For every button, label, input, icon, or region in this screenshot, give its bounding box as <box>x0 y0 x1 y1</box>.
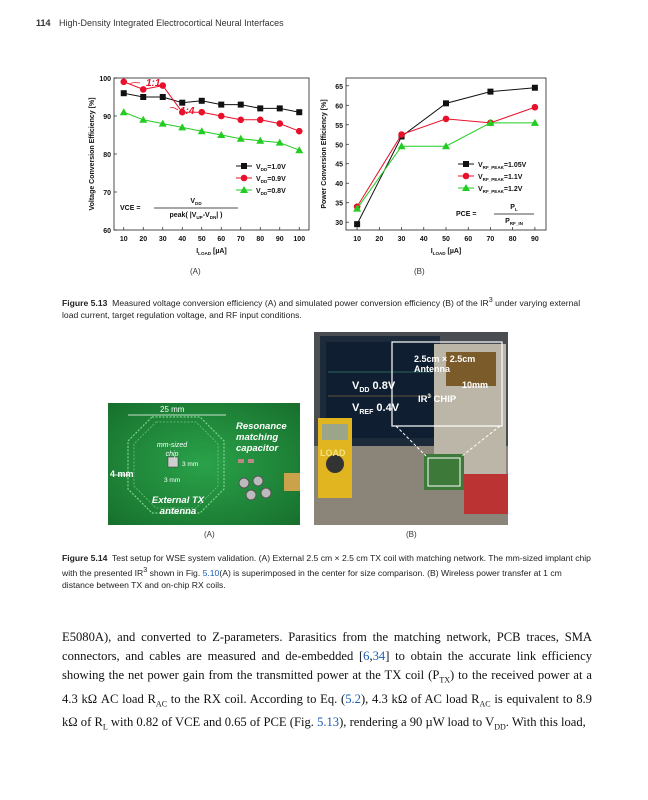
legend-label-0: $V_{RF\_PEAK}=1.05V$ <box>478 162 527 170</box>
x-tick-label: 10 <box>119 236 128 243</box>
chip-sup: 3 <box>427 394 431 400</box>
x-axis-label: $I_{LOAD}$ [µA] <box>430 248 462 256</box>
series-line-0 <box>357 88 535 224</box>
y-tick-label: 55 <box>335 122 343 130</box>
legend-label-2: $V_{RF\_PEAK}=1.2V$ <box>478 186 523 194</box>
dim-4mm: 4 mm <box>110 469 134 479</box>
data-point-s0-8 <box>277 105 283 111</box>
x-axis-label: $I_{LOAD}$ [µA] <box>196 248 227 256</box>
fig514-caption-2: shown in Fig. <box>147 567 203 578</box>
vref-symbol: V <box>352 402 360 414</box>
annotation-arrow-2 <box>170 107 178 110</box>
body-p3: ) to the received power at a 4.3 kΩ AC load R <box>62 668 593 706</box>
x-tick-label: 80 <box>508 236 517 243</box>
vdd-label <box>352 380 395 394</box>
x-tick-label: 40 <box>419 236 428 243</box>
vdd-subscript: DD <box>359 387 370 395</box>
x-tick-label: 100 <box>293 236 306 243</box>
fig513-label-a: (A) <box>190 267 201 276</box>
legend-marker-1 <box>241 175 248 182</box>
y-axis-label: Voltage Conversion Efficiency [%] <box>89 97 96 211</box>
x-tick-label: 30 <box>397 236 406 243</box>
eq-ref-5-2[interactable]: 5.2 <box>345 691 361 706</box>
chip-name: IR <box>418 394 428 406</box>
vdd-value: 0.8V <box>369 380 396 392</box>
x-tick-label: 20 <box>139 236 148 243</box>
vdd-symbol: V <box>352 380 360 392</box>
fig513-caption-prefix: Figure 5.13 <box>62 297 108 308</box>
fig513-label-b: (B) <box>414 267 425 276</box>
y-tick-label: 90 <box>103 114 111 121</box>
x-tick-label: 40 <box>178 236 187 243</box>
legend-label-1: $V_{DD}=0.9V$ <box>256 176 286 184</box>
data-point-s2-0 <box>120 108 128 115</box>
citation-34[interactable]: 34 <box>372 649 386 663</box>
x-tick-label: 10 <box>353 236 362 243</box>
x-tick-label: 90 <box>275 236 284 243</box>
x-tick-label: 50 <box>442 236 450 243</box>
data-point-s1-9 <box>296 128 303 135</box>
plot-frame <box>114 78 309 230</box>
data-point-s0-4 <box>199 98 205 104</box>
chart-vce <box>84 70 324 270</box>
data-point-s2-1 <box>139 116 147 123</box>
x-tick-label: 20 <box>375 236 384 243</box>
fig-ref-5-13[interactable]: 5.13 <box>317 715 340 730</box>
citation-6[interactable]: 6 <box>363 649 370 663</box>
formula-numerator: $P_L$ <box>510 204 518 212</box>
body-p6: is equivalent to 8.9 kΩ of R <box>62 691 592 730</box>
antenna-label: 2.5cm × 2.5cm Antenna <box>414 354 476 374</box>
chip-label: mm-sized chip <box>156 442 188 458</box>
sub-dd: DD <box>494 722 506 732</box>
x-tick-label: 50 <box>197 236 206 243</box>
sub-tx: TX <box>439 675 451 685</box>
data-point-s0-2 <box>160 94 166 100</box>
y-tick-label: 70 <box>103 190 111 197</box>
annotation-1-1: 1:1 <box>146 78 161 89</box>
data-point-s0-0 <box>354 221 360 227</box>
formula-denominator: peak( $|V_{UP}-V_{DN}|$ ) <box>169 212 223 220</box>
x-tick-label: 60 <box>217 236 226 243</box>
data-point-s0-2 <box>443 100 449 106</box>
data-point-s1-4 <box>532 104 539 111</box>
data-point-s0-7 <box>257 105 263 111</box>
x-tick-label: 70 <box>486 236 495 243</box>
fig513-caption-tail: under varying external load current, target regulation voltage, and RF input conditions. <box>62 297 581 320</box>
y-tick-label: 40 <box>335 181 343 189</box>
body-p1: E5080A), and converted to Z-parameters. Parasitics from the matching network, PCB traces, SMA connectors, and cables are measured and de-embedded [ <box>62 630 592 663</box>
y-tick-label: 100 <box>99 76 111 83</box>
sub-ac: AC <box>155 699 168 709</box>
series-line-1 <box>124 82 300 131</box>
y-tick-label: 35 <box>335 200 343 208</box>
data-point-s1-4 <box>198 109 205 116</box>
y-tick-label: 80 <box>103 152 111 159</box>
body-p9: . With this load, <box>505 715 586 730</box>
y-axis-label: Power Conversion Efficiency [%] <box>321 99 328 209</box>
fig514-caption-sup: 3 <box>143 566 148 574</box>
y-tick-label: 60 <box>103 228 111 235</box>
annotation-1-4: 1:4 <box>180 106 195 117</box>
x-tick-label: 60 <box>464 236 473 243</box>
vref-value: 0.4V <box>373 402 400 414</box>
legend-marker-0 <box>241 163 247 169</box>
load-label: LOAD <box>320 448 346 458</box>
data-point-s0-5 <box>218 102 224 108</box>
chart-pce <box>310 70 560 270</box>
data-point-s1-7 <box>257 117 264 124</box>
running-title: High-Density Integrated Electrocortical Neural Interfaces <box>59 18 284 28</box>
body-p4: to the RX coil. According to Eq. ( <box>167 691 346 706</box>
data-point-s0-3 <box>487 89 493 95</box>
formula-lhs: PCE = <box>456 211 477 218</box>
fig514-caption-3: (A) is superimposed in the center for size comparison. (B) Wireless power transfer at 1 cm distance between TX and on-chip RX coils. <box>62 567 562 590</box>
x-tick-label: 90 <box>530 236 539 243</box>
data-point-s0-4 <box>532 85 538 91</box>
tenmm-label: 10mm <box>462 380 489 390</box>
legend-label-0: $V_{DD}=1.0V$ <box>256 164 286 172</box>
legend-marker-0 <box>463 161 469 167</box>
running-header <box>36 18 284 28</box>
y-tick-label: 60 <box>335 103 343 111</box>
data-point-s1-2 <box>443 116 450 123</box>
data-point-s0-0 <box>121 90 127 96</box>
photo-tx-coil <box>108 403 300 525</box>
fig514-caption-prefix: Figure 5.14 <box>62 553 108 563</box>
formula-numerator: $V_{DD}$ <box>190 198 202 206</box>
formula-lhs: VCE = <box>120 205 141 212</box>
data-point-s0-6 <box>238 102 244 108</box>
y-tick-label: 45 <box>335 161 343 169</box>
sub-ac2: AC <box>479 699 491 709</box>
sub-l: L <box>102 722 108 732</box>
data-point-s1-1 <box>398 131 405 138</box>
data-point-s0-3 <box>179 100 185 106</box>
y-tick-label: 50 <box>335 142 343 150</box>
data-point-s1-6 <box>237 117 244 124</box>
body-paragraph <box>62 628 592 737</box>
fig514-ref-link[interactable]: 5.10 <box>202 567 220 578</box>
legend-marker-1 <box>463 173 470 180</box>
body-comma: , <box>369 649 373 663</box>
body-p8: ), rendering a 90 µW load to V <box>339 715 495 730</box>
x-tick-label: 70 <box>236 236 245 243</box>
x-tick-label: 30 <box>158 236 167 243</box>
legend-label-1: $V_{RF\_PEAK}=1.1V$ <box>478 174 523 182</box>
y-tick-label: 30 <box>335 220 343 228</box>
data-point-s0-9 <box>296 109 302 115</box>
annotation-arrow-1 <box>130 83 140 84</box>
fig514-label-a: (A) <box>204 530 215 539</box>
dim-3mm-a: 3 mm <box>182 461 199 468</box>
data-point-s1-0 <box>120 79 127 86</box>
photo-wpt-setup <box>314 332 508 525</box>
formula-denominator: $P_{RF\_IN}$ <box>505 218 523 226</box>
dim-3mm-b: 3 mm <box>164 477 181 484</box>
fig513-caption-text: Measured voltage conversion efficiency (A) and simulated power conversion efficiency (B) of the IR <box>112 297 489 308</box>
data-point-s1-5 <box>218 113 225 120</box>
chip-label-b <box>418 394 456 405</box>
fig513-caption-sup: 3 <box>488 296 493 304</box>
data-point-s2-9 <box>295 146 303 153</box>
fig514-caption-1: Test setup for WSE system validation. (A) External 2.5 cm × 2.5 cm TX coil with matching network. The mm-sized implant chip with the presented IR <box>62 553 591 578</box>
chip-tail: CHIP <box>430 394 457 406</box>
series-line-2 <box>124 112 300 150</box>
vref-subscript: REF <box>359 409 374 417</box>
data-point-s1-8 <box>276 120 283 127</box>
fig514-label-b: (B) <box>406 530 417 539</box>
body-p7: with 0.82 of VCE and 0.65 of PCE (Fig. <box>107 715 318 730</box>
y-tick-label: 65 <box>335 83 343 91</box>
vref-label <box>352 402 399 416</box>
legend-label-2: $V_{DD}=0.8V$ <box>256 188 286 196</box>
x-tick-label: 80 <box>256 236 265 243</box>
data-point-s2-4 <box>531 119 539 126</box>
fig513-caption <box>62 294 592 321</box>
body-p5: ), 4.3 kΩ of AC load R <box>360 691 480 706</box>
fig514-caption <box>62 552 592 591</box>
tx-antenna-label: External TX antenna <box>151 495 205 517</box>
body-p2: ] to obtain the accurate link efficiency showing the net power gain from the transmitted power at the TX coil (P <box>62 649 592 682</box>
data-point-s0-1 <box>140 94 146 100</box>
series-line-0 <box>124 93 300 112</box>
resonance-label: Resonance matching capacitor <box>236 421 287 454</box>
page-number: 114 <box>36 18 51 28</box>
dim-25mm: 25 mm <box>160 405 185 414</box>
